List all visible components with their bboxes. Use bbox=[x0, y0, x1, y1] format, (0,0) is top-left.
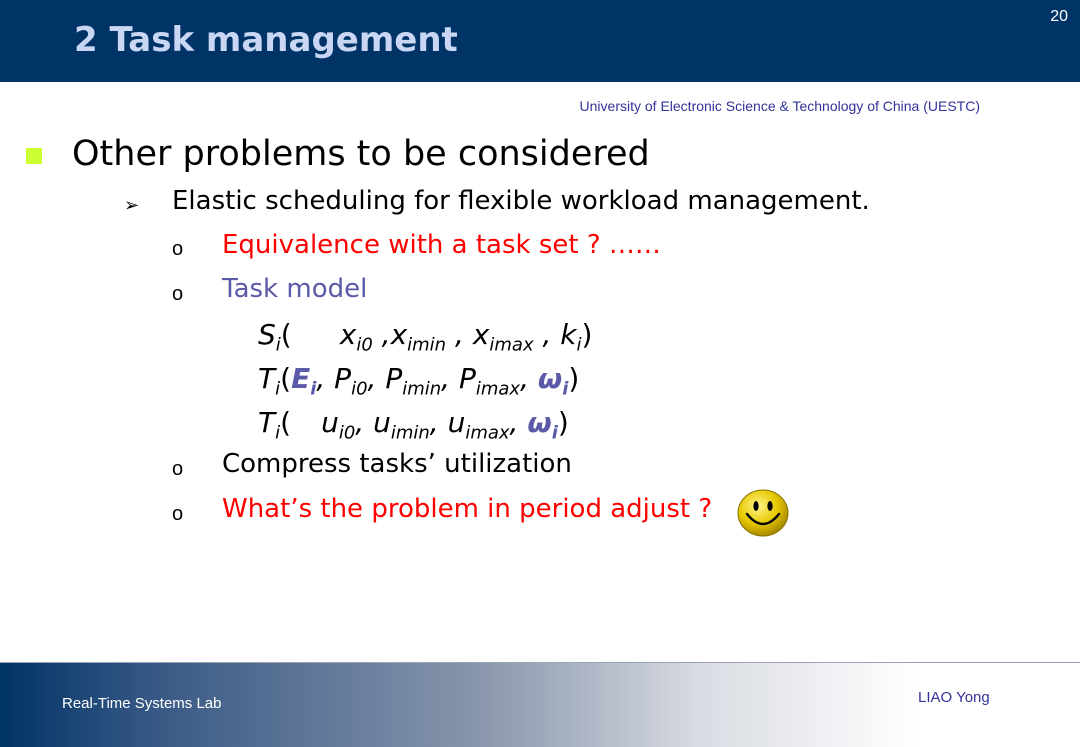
list-item-equivalence: Equivalence with a task set ? …… bbox=[222, 230, 661, 260]
circle-bullet-icon: o bbox=[172, 458, 184, 480]
circle-bullet-icon: o bbox=[172, 503, 184, 525]
footer-lab-name: Real-Time Systems Lab bbox=[62, 695, 222, 712]
formula-s: $S_i$( $x_{i0}$ $,x_{imin}$ , $x_{imax}$ , $k_i$) bbox=[258, 318, 593, 356]
arrow-bullet-icon: ➢ bbox=[124, 195, 140, 216]
list-item-compress: Compress tasks’ utilization bbox=[222, 449, 572, 479]
page-number: 20 bbox=[1050, 8, 1068, 25]
square-bullet-icon bbox=[26, 148, 42, 164]
list-item-period-adjust: What’s the problem in period adjust ? bbox=[222, 494, 713, 524]
formula-t-utilization: $T_i$( $u_{i0}$, $u_{imin}$, $u_{imax}$, $\omega_i$) bbox=[258, 406, 569, 444]
smiley-face-icon bbox=[736, 488, 790, 538]
circle-bullet-icon: o bbox=[172, 283, 184, 305]
university-label: University of Electronic Science & Technology of China (UESTC) bbox=[579, 98, 980, 114]
sub-item-elastic-scheduling: Elastic scheduling for flexible workload management. bbox=[172, 186, 870, 216]
footer-author: LIAO Yong bbox=[918, 689, 990, 706]
slide-title: 2 Task management bbox=[74, 20, 458, 60]
formula-t-period: $T_i(E_i$, $P_{i0}$, $P_{imin}$, $P_{imax}$, $\omega_i$) bbox=[258, 362, 580, 400]
main-heading: Other problems to be considered bbox=[72, 134, 650, 174]
list-item-task-model: Task model bbox=[222, 274, 368, 304]
circle-bullet-icon: o bbox=[172, 238, 184, 260]
footer-divider bbox=[0, 662, 1080, 663]
